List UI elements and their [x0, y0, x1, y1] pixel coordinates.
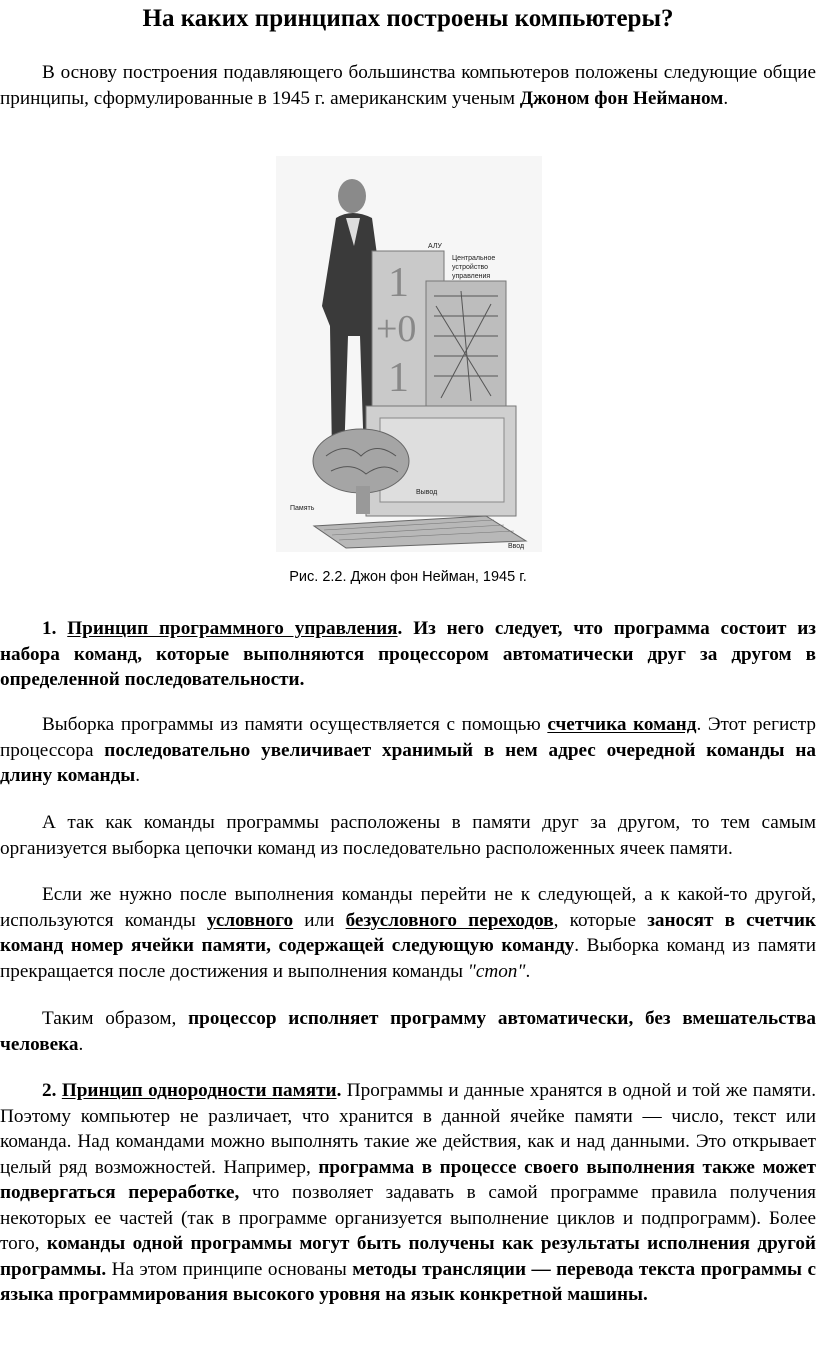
intro-paragraph [0, 60, 816, 111]
head [338, 179, 366, 213]
label-output: Вывод [416, 489, 438, 496]
conditional-term: условного [206, 909, 294, 931]
auto-text-1: Таким образом, [42, 1008, 189, 1029]
label-memory: Память [290, 505, 315, 512]
von-neumann-illustration [276, 156, 542, 552]
label-alu: АЛУ [428, 243, 442, 250]
principle2-number: 2. [42, 1080, 57, 1101]
auto-bold: процессор исполняет программу автоматически, без вмешательства человека [0, 1008, 816, 1055]
principle2-bold-3: методы трансляции — перевода текста программы с языка программирования высокого уровня на язык конкретной машины. [0, 1258, 816, 1305]
intro-text: В основу построения подавляющего большинства компьютеров положены следующие общие принципы, сформулированные в 1945 г. американским ученым [0, 62, 816, 109]
principle2-dot: . [336, 1080, 342, 1101]
principle2-text-2: что позволяет задавать в самой программе правила получения некоторых ее частей (так в программе организуется выполнение циклов и подпрограмм). Более того, [0, 1182, 816, 1254]
svg-text:1: 1 [388, 355, 409, 401]
principle2-bold-2: команды одной программы могут быть получены как результаты исполнения другой программы. [0, 1233, 816, 1280]
jump-text-2: или [293, 909, 346, 931]
principle1-paragraph [0, 616, 816, 693]
label-input: Ввод [508, 543, 525, 550]
jump-text-5: . [525, 960, 531, 982]
label-cu-1: Центральное [452, 255, 496, 262]
jump-text-4: . Выборка команд из памяти прекращается после достижения и выполнения команды [0, 935, 816, 982]
fetch-bold: последовательно увеличивает хранимый в нем адрес очередной команды на длину команды [0, 739, 816, 786]
stop-command: "стоп" [467, 960, 526, 982]
figure-caption: Рис. 2.2. Джон фон Нейман, 1945 г. [289, 569, 527, 585]
svg-text:+0: +0 [376, 308, 417, 350]
von-neumann-figure [276, 156, 542, 552]
jump-bold: заносят в счетчик команд номер ячейки памяти, содержащей следующую команду [0, 909, 816, 956]
principle2-text-1: Программы и данные хранятся в одной и той же памяти. Поэтому компьютер не различает, что хранится в данной ячейке памяти — число, текст или команда. Над командами можно выполнять такие же действия, как и над данными. Это открывает целый ряд возможностей. Например, [0, 1080, 816, 1178]
principle2-bold-1: программа в процессе своего выполнения также может подвергаться переработке, [0, 1156, 816, 1203]
fetch-text-3: . [135, 765, 141, 786]
sequence-paragraph: А так как команды программы расположены в памяти друг за другом, то тем самым организуется выборка цепочки команд из последовательно расположенных ячеек памяти. [0, 812, 816, 859]
principle1-name: Принцип программного управления [67, 618, 398, 639]
principle1-number: 1. [42, 618, 57, 639]
svg-text:1: 1 [388, 260, 409, 306]
label-cu-2: устройство [452, 264, 489, 271]
jump-text-1: Если же нужно после выполнения команды перейти не к следующей, а к какой-то другой, используются команды [0, 884, 816, 931]
fetch-text-1: Выборка программы из памяти осуществляется с помощью [42, 714, 548, 735]
jump-paragraph [0, 882, 816, 984]
page-title: На каких принципах построены компьютеры? [142, 5, 674, 32]
unconditional-term: безусловного переходов [345, 909, 554, 931]
von-neumann-name: Джоном фон Нейманом [519, 87, 724, 109]
intro-end: . [723, 87, 729, 109]
principle2-name: Принцип однородности памяти [61, 1080, 337, 1101]
principle2-text-3: На этом принципе основаны [106, 1258, 353, 1280]
fetch-text-2: . Этот регистр процессора [0, 714, 816, 761]
auto-text-2: . [78, 1033, 84, 1055]
program-counter-term: счетчика команд [547, 714, 697, 735]
automatic-paragraph [0, 1006, 816, 1057]
label-cu-3: управления [452, 273, 491, 280]
jump-text-3: , которые [553, 909, 648, 931]
principle1-rest: . Из него следует, что программа состоит из набора команд, которые выполняются процессором автоматически друг за другом в определенной последовательности. [0, 618, 816, 690]
fetch-paragraph [0, 712, 816, 789]
principle2-paragraph [0, 1078, 816, 1308]
